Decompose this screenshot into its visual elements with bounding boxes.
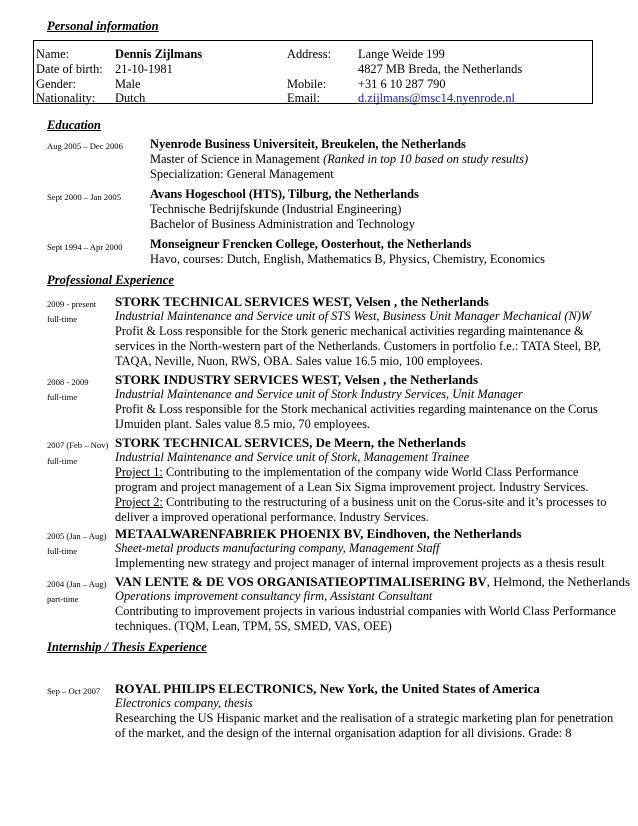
internship-description: Researching the US Hispanic market and the realisation of a strategic marketing plan for penetration [115,711,614,725]
nationality-label: Nationality: [36,91,96,105]
job-description: program and project management of a Lean Six Sigma improvement project. Industry Services. [115,480,589,494]
job-role: Industrial Maintenance and Service unit of Stork Industry Services, Unit Manager [115,387,523,401]
internship-date: Sep – Oct 2007 [47,686,101,696]
job-date: 2009 - present [47,299,97,309]
job-description [115,495,606,510]
gender-label: Gender: [36,77,76,91]
name-label: Name: [36,47,70,61]
job-description: TAQA, Neville, Nuon, RWS, OBA. Sales value 16.5 mio, 100 employees. [115,354,483,368]
education-line [150,152,528,167]
section-heading-professional: Professional Experience [47,273,174,287]
section-heading-internship: Internship / Thesis Experience [47,640,207,654]
email-link[interactable]: d.zijlmans@msc14.nyenrode.nl [358,91,515,105]
job-title-location: , Helmond, the Netherlands [486,574,631,589]
job-date: 2007 (Feb – Nov) [47,440,109,450]
job-date: 2004 (Jan – Aug) [47,579,107,589]
job-role: Sheet-metal products manufacturing company, Management Staff [115,541,440,555]
job-description: Implementing new strategy and project manager of internal improvement projects as a thesis result [115,556,605,570]
education-entry [150,187,419,232]
education-line: Havo, courses: Dutch, English, Mathematics B, Physics, Chemistry, Economics [150,252,545,266]
dob-label: Date of birth: [36,62,103,76]
job-entry [115,574,630,634]
job-title: STORK TECHNICAL SERVICES, De Meern, the Netherlands [115,435,466,450]
project-text: Contributing to the implementation of the company wide World Class Performance [162,465,579,479]
job-role: Operations improvement consultancy firm, Assistant Consultant [115,589,433,603]
internship-title: ROYAL PHILIPS ELECTRONICS, New York, the United States of America [115,681,540,696]
education-title: Nyenrode Business Universiteit, Breukelen, the Netherlands [150,137,466,151]
job-description: Profit & Loss responsible for the Stork generic mechanical activities regarding maintenance & [115,324,584,338]
address-line1: Lange Weide 199 [358,47,445,61]
education-title: Avans Hogeschool (HTS), Tilburg, the Netherlands [150,187,419,201]
job-title: METAALWARENFABRIEK PHOENIX BV, Eindhoven, the Netherlands [115,526,522,541]
address-label: Address: [287,47,332,61]
internship-entry [115,681,613,741]
dob-value: 21-10-1981 [115,62,173,76]
job-type: full-time [47,392,78,402]
internship-role: Electronics company, thesis [115,696,253,710]
job-type: full-time [47,314,78,324]
job-type: full-time [47,546,78,556]
section-heading-education: Education [47,118,101,132]
job-entry [115,372,598,432]
mobile-value: +31 6 10 287 790 [358,77,446,91]
job-description: techniques. (TQM, Lean, TPM, 5S, SMED, VAS, OEE) [115,619,392,633]
project-label: Project 2: [115,495,163,509]
job-description [115,465,606,480]
job-title: STORK TECHNICAL SERVICES WEST, Velsen , the Netherlands [115,294,489,309]
job-date: 2005 (Jan – Aug) [47,531,107,541]
education-entry [150,137,528,182]
job-type: full-time [47,456,78,466]
job-description: deliver a improved operational performance. Industry Services. [115,510,429,524]
job-description: Contributing to improvement projects in various industrial companies with World Class Performance [115,604,616,618]
name-value: Dennis Zijlmans [115,47,203,61]
education-date: Sept 1994 – Apr 2000 [47,242,123,252]
gender-value: Male [115,77,141,91]
education-degree: Master of Science in Management [150,152,324,166]
job-description: IJmuiden plant. Sales value 8.5 mio, 70 employees. [115,417,370,431]
section-heading-personal: Personal information [47,19,159,33]
job-description: services in the North-western part of the Netherlands. Customers in portfolio f.e.: TATA Steel, BP, [115,339,602,353]
job-description: Profit & Loss responsible for the Stork mechanical activities regarding maintenance on the Corus [115,402,598,416]
job-role: Industrial Maintenance and Service unit of Stork, Management Trainee [115,450,470,464]
internship-description: of the market, and the design of the internal organisation adaption for all divisions. Grade: 8 [115,726,572,740]
project-label: Project 1: [115,465,163,479]
job-type: part-time [47,594,79,604]
education-date: Sept 2000 – Jan 2005 [47,192,121,202]
job-date: 2008 - 2009 [47,377,89,387]
address-line2: 4827 MB Breda, the Netherlands [358,62,523,76]
education-date: Aug 2005 – Dec 2006 [47,141,123,151]
education-title: Monseigneur Frencken College, Oosterhout, the Netherlands [150,237,472,251]
job-entry [115,294,601,369]
job-title: VAN LENTE & DE VOS ORGANISATIEOPTIMALISERING BV [115,574,487,589]
education-ranking: (Ranked in top 10 based on study results) [323,152,529,166]
job-entry [115,435,606,525]
mobile-label: Mobile: [287,77,327,91]
job-title: STORK INDUSTRY SERVICES WEST, Velsen , the Netherlands [115,372,479,387]
education-entry [150,237,545,267]
project-text: Contributing to the restructuring of a business unit on the Corus-site and it’s processes to [162,495,607,509]
nationality-value: Dutch [115,91,146,105]
job-role: Industrial Maintenance and Service unit of STS West, Business Unit Manager Mechanical (N)W [115,309,592,323]
education-line: Technische Bedrijfskunde (Industrial Engineering) [150,202,402,216]
email-label: Email: [287,91,321,105]
education-line: Bachelor of Business Administration and Technology [150,217,415,231]
education-line: Specialization: General Management [150,167,334,181]
job-entry [115,526,605,571]
